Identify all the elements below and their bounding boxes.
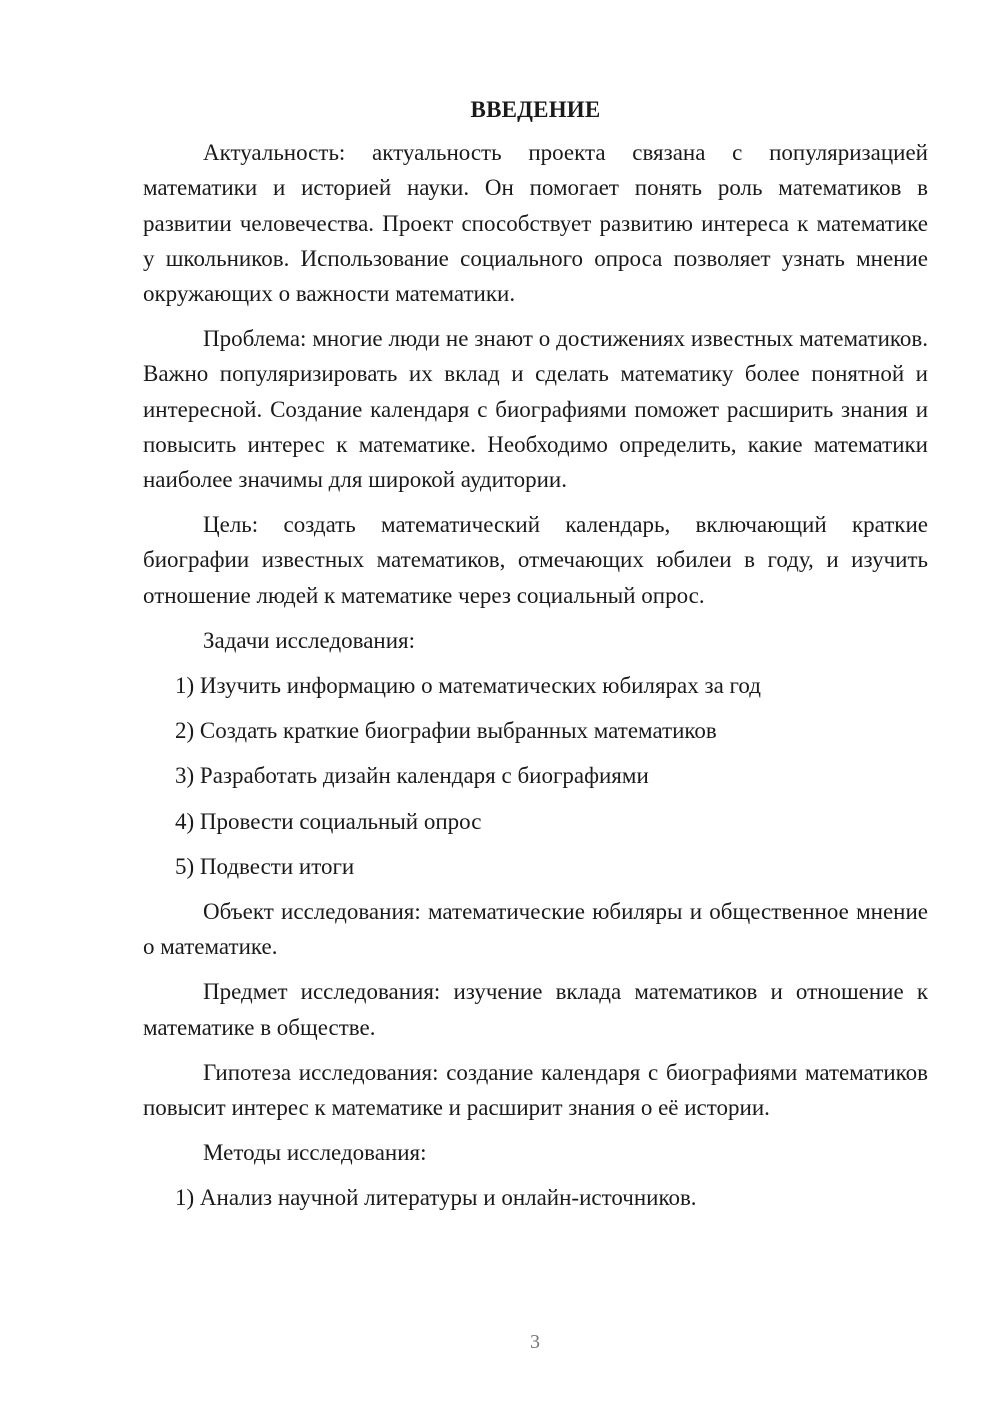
- page-content: [143, 92, 928, 1226]
- list-item: 1) Изучить информацию о математических юбилярах за год: [175, 673, 761, 699]
- goal-paragraph: Цель: создать математический календарь, включающий краткие биографии известных математиков, отмечающих юбилеи в году, и изучить отношение людей к математике через социальный опрос.: [143, 512, 928, 608]
- methods-heading: Методы исследования:: [203, 1140, 427, 1166]
- tasks-list: [143, 668, 928, 884]
- list-item: 2) Создать краткие биографии выбранных математиков: [175, 718, 717, 744]
- list-item: 5) Подвести итоги: [175, 853, 355, 879]
- problem-paragraph: Проблема: многие люди не знают о достижениях известных математиков. Важно популяризировать их вклад и сделать математику более понятной и интересной. Создание календаря с биографиями поможет расширить знания и повысить интерес к математике. Необходимо определить, какие математики наиболее значимы для широкой аудитории.: [143, 326, 928, 493]
- page-number: 3: [530, 1331, 540, 1353]
- list-item: 1) Анализ научной литературы и онлайн-источников.: [175, 1185, 697, 1211]
- section-title: ВВЕДЕНИЕ: [470, 97, 601, 122]
- relevance-paragraph: Актуальность: актуальность проекта связана с популяризацией математики и историей науки. Он помогает понять роль математиков в развитии человечества. Проект способствует развитию интереса к математике у школьников. Использование социального опроса позволяет узнать мнение окружающих о важности математики.: [143, 140, 928, 307]
- list-item: 3) Разработать дизайн календаря с биографиями: [175, 763, 649, 789]
- methods-list: [143, 1180, 928, 1215]
- object-paragraph: Объект исследования: математические юбиляры и общественное мнение о математике.: [143, 899, 928, 960]
- tasks-heading: Задачи исследования:: [203, 627, 416, 653]
- subject-paragraph: Предмет исследования: изучение вклада математиков и отношение к математике в обществе.: [143, 979, 928, 1040]
- list-item: 4) Провести социальный опрос: [175, 808, 482, 834]
- hypothesis-paragraph: Гипотеза исследования: создание календаря с биографиями математиков повысит интерес к математике и расширит знания о её истории.: [143, 1059, 928, 1121]
